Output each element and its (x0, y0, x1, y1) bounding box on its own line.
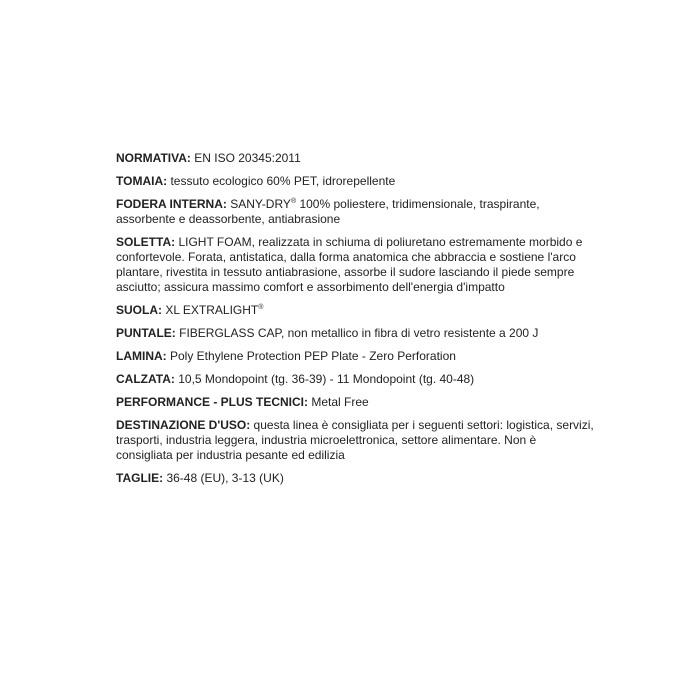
spec-label: CALZATA: (116, 372, 175, 386)
spec-label: LAMINA: (116, 349, 167, 363)
spec-performance (116, 395, 596, 410)
registered-mark: ® (258, 304, 264, 311)
spec-value: tessuto ecologico 60% PET, idrorepellente (170, 174, 396, 188)
spec-puntale (116, 326, 596, 341)
spec-value-brand: SANY-DRY (230, 197, 291, 211)
spec-label: PUNTALE: (116, 326, 176, 340)
spec-label: TAGLIE: (116, 471, 164, 485)
spec-value: Poly Ethylene Protection PEP Plate - Zero Perforation (170, 349, 456, 363)
spec-fodera-interna (116, 197, 596, 227)
spec-label: DESTINAZIONE D'USO: (116, 418, 251, 432)
registered-mark: ® (290, 198, 297, 205)
spec-value: 10,5 Mondopoint (tg. 36-39) - 11 Mondopoint (tg. 40-48) (178, 372, 475, 386)
spec-label: NORMATIVA: (116, 151, 191, 165)
spec-tomaia (116, 174, 596, 189)
spec-value: 100% poliestere, tridimensionale, traspirante, assorbente e deassorbente, antiabrasione (116, 197, 540, 226)
spec-value: FIBERGLASS CAP, non metallico in fibra di vetro resistente a 200 J (179, 326, 539, 340)
spec-suola (116, 303, 596, 318)
spec-value: questa linea è consigliata per i seguenti settori: logistica, servizi, trasporti, industria leggera, industria microelettronica, settore alimentare. Non è consigliata per industria pesante ed edilizia (116, 418, 594, 462)
spec-label: PERFORMANCE - PLUS TECNICI: (116, 395, 308, 409)
spec-calzata (116, 372, 596, 387)
spec-label: SUOLA: (116, 303, 162, 317)
spec-taglie (116, 471, 596, 486)
spec-value: 36-48 (EU), 3-13 (UK) (166, 471, 284, 485)
spec-value: LIGHT FOAM, realizzata in schiuma di poliuretano estremamente morbido e confortevole. Forata, antistatica, dalla forma anatomica che abbraccia e sostiene l'arco plantare, rivestita in tessuto antiabrasione, assorbe il sudore lasciando il piede sempre asciutto; assicura massimo comfort e assorbimento dell'energia d'impatto (116, 235, 583, 294)
spec-value: EN ISO 20345:2011 (194, 151, 301, 165)
spec-lamina (116, 349, 596, 364)
spec-destinazione-uso (116, 418, 596, 463)
spec-label: SOLETTA: (116, 235, 176, 249)
spec-normativa (116, 151, 596, 166)
spec-value: Metal Free (311, 395, 369, 409)
spec-value: XL EXTRALIGHT (165, 303, 259, 317)
spec-label: TOMAIA: (116, 174, 168, 188)
spec-sheet (116, 151, 596, 494)
spec-soletta (116, 235, 596, 295)
spec-label: FODERA INTERNA: (116, 197, 227, 211)
